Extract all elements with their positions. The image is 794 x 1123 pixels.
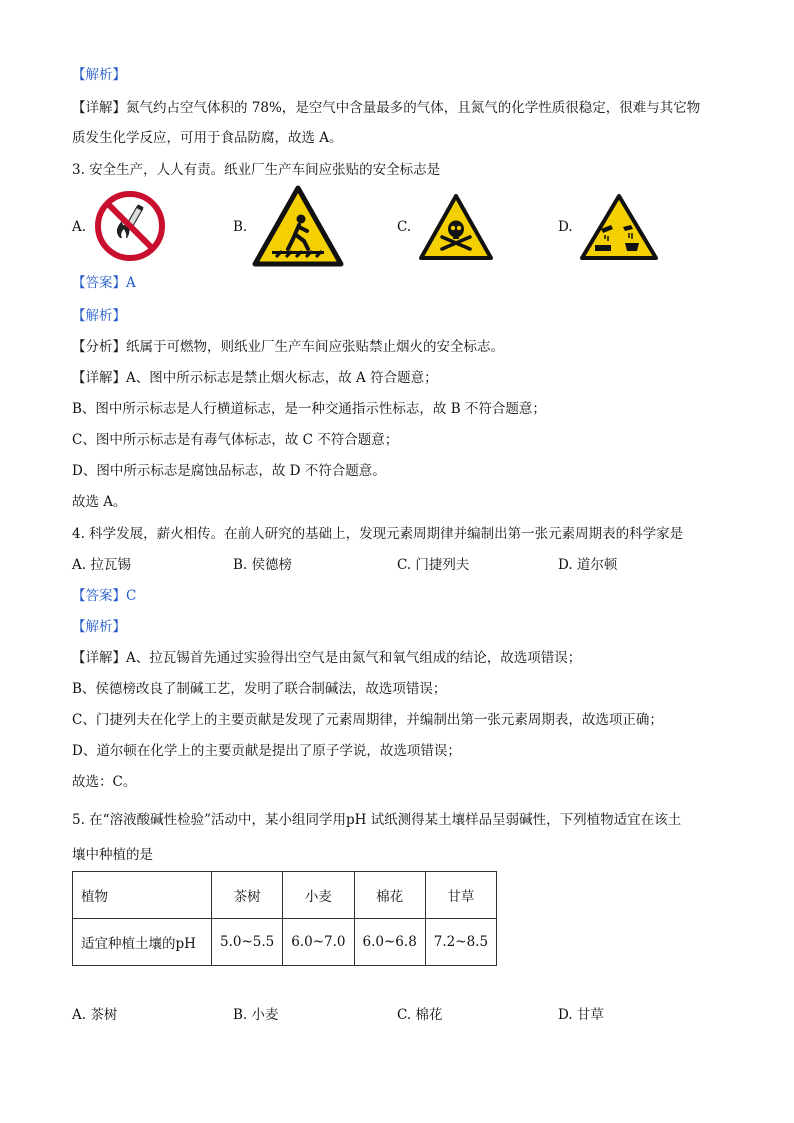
- analysis-3-heading: 【解析】: [72, 308, 126, 324]
- detail-3-b: B、图中所示标志是人行横道标志，是一种交通指示性标志，故 B 不符合题意；: [72, 401, 546, 417]
- q5-option-b: B. 小麦: [233, 1007, 279, 1023]
- detail-text: 【详解】氮气约占空气体积的 78%，是空气中含量最多的气体，且氮气的化学性质很稳定，很难与其它物: [72, 100, 701, 116]
- ph-table: [72, 871, 497, 966]
- detail-3-d: D、图中所示标志是腐蚀品标志，故 D 不符合题意。: [72, 463, 386, 479]
- toxic-gas-sign-icon: [418, 193, 494, 265]
- detail-4-a: 【详解】A、拉瓦锡首先通过实验得出空气是由氮气和氧气组成的结论，故选项错误；: [72, 650, 582, 666]
- table-cell: 6.0~7.0: [283, 919, 354, 966]
- detail-4-conclusion: 故选：C。: [72, 774, 137, 790]
- question-4-stem: 4. 科学发展，薪火相传。在前人研究的基础上，发现元素周期律并编制出第一张元素周期表的科学家是: [72, 526, 684, 542]
- pedestrian-crossing-sign-icon: [252, 185, 344, 271]
- detail-3-c: C、图中所示标志是有毒气体标志，故 C 不符合题意；: [72, 432, 399, 448]
- detail-4-d: D、道尔顿在化学上的主要贡献是提出了原子学说，故选项错误；: [72, 743, 461, 759]
- table-cell: 棉花: [354, 872, 425, 919]
- analysis-4-heading: 【解析】: [72, 619, 126, 635]
- q4-option-d: D. 道尔顿: [558, 557, 618, 573]
- no-fire-sign-icon: [94, 190, 166, 266]
- detail-4-c: C、门捷列夫在化学上的主要贡献是发现了元素周期律，并编制出第一张元素周期表，故选项正确；: [72, 712, 663, 728]
- question-3-stem: 3. 安全生产，人人有责。纸业厂生产车间应张贴的安全标志是: [72, 162, 441, 178]
- q5-option-a: A. 茶树: [72, 1007, 118, 1023]
- table-row: [73, 919, 497, 966]
- detail-3-conclusion: 故选 A。: [72, 494, 127, 510]
- table-row: [73, 872, 497, 919]
- q5-option-d: D. 甘草: [558, 1007, 604, 1023]
- table-cell: 5.0~5.5: [212, 919, 283, 966]
- question-5-stem: 5. 在“溶液酸碱性检验”活动中，某小组同学用pH 试纸测得某土壤样品呈弱碱性，下列植物适宜在该土: [72, 812, 682, 828]
- answer-3: 【答案】A: [72, 275, 136, 291]
- q3-option-b-label: B.: [233, 219, 248, 235]
- q3-option-c-label: C.: [397, 219, 412, 235]
- table-cell: 小麦: [283, 872, 354, 919]
- table-cell: 适宜种植土壤的pH: [73, 919, 212, 966]
- detail-4-b: B、侯德榜改良了制碱工艺，发明了联合制碱法，故选项错误；: [72, 681, 447, 697]
- q4-option-a: A. 拉瓦锡: [72, 557, 131, 573]
- q5-option-c: C. 棉花: [397, 1007, 443, 1023]
- detail-text-cont: 质发生化学反应，可用于食品防腐，故选 A。: [72, 130, 343, 146]
- answer-4: 【答案】C: [72, 588, 137, 604]
- q4-option-c: C. 门捷列夫: [397, 557, 470, 573]
- table-cell: 植物: [73, 872, 212, 919]
- table-cell: 甘草: [425, 872, 496, 919]
- corrosive-sign-icon: [579, 193, 659, 265]
- table-cell: 6.0~6.8: [354, 919, 425, 966]
- question-5-stem-cont: 壤中种植的是: [72, 847, 153, 863]
- q4-option-b: B. 侯德榜: [233, 557, 293, 573]
- q3-option-d-label: D.: [558, 219, 573, 235]
- table-cell: 7.2~8.5: [425, 919, 496, 966]
- detail-3-a: 【详解】A、图中所示标志是禁止烟火标志，故 A 符合题意；: [72, 370, 438, 386]
- analysis-3-text: 【分析】纸属于可燃物，则纸业厂生产车间应张贴禁止烟火的安全标志。: [72, 339, 504, 355]
- analysis-heading: 【解析】: [72, 67, 126, 83]
- table-cell: 茶树: [212, 872, 283, 919]
- q3-option-a-label: A.: [72, 219, 87, 235]
